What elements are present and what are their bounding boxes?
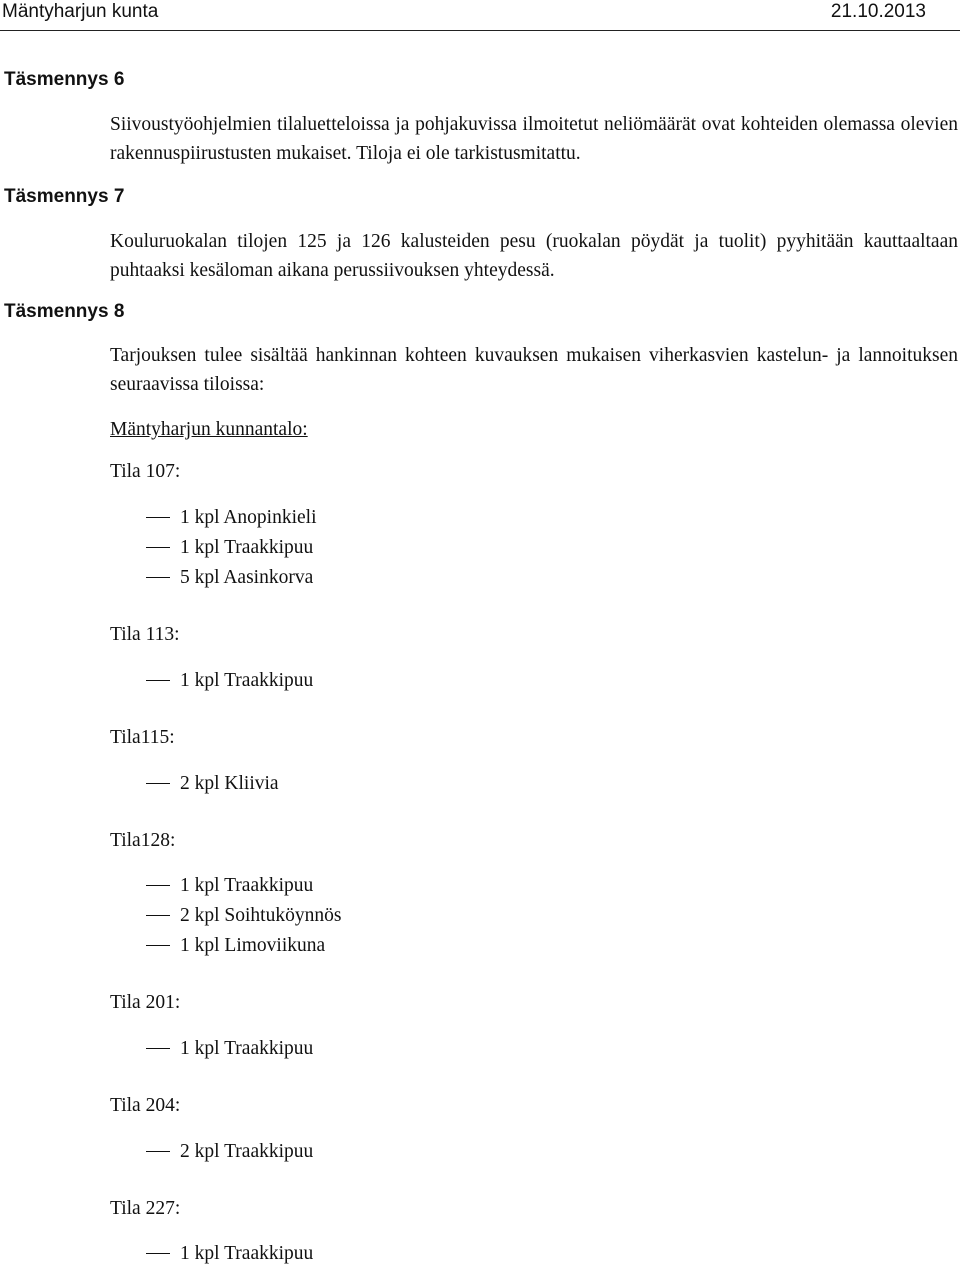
- list-item: 1 kpl Anopinkieli: [146, 505, 317, 531]
- list-item: 5 kpl Aasinkorva: [146, 565, 313, 591]
- dash-bullet: [146, 577, 170, 579]
- dash-bullet: [146, 547, 170, 549]
- room-label: Tila128:: [110, 830, 176, 851]
- org-name: Mäntyharjun kunta: [2, 1, 159, 22]
- building-name: Mäntyharjun kunnantalo:: [110, 419, 308, 440]
- dash-bullet: [146, 783, 170, 785]
- section-heading-6: Täsmennys 6: [4, 69, 125, 90]
- list-item: 1 kpl Traakkipuu: [146, 1036, 313, 1062]
- room-label: Tila 107:: [110, 461, 181, 482]
- dash-bullet: [146, 517, 170, 519]
- room-label: Tila 227:: [110, 1198, 181, 1219]
- list-item: 1 kpl Traakkipuu: [146, 668, 313, 694]
- section-heading-7: Täsmennys 7: [4, 186, 125, 207]
- list-item: 2 kpl Traakkipuu: [146, 1139, 313, 1165]
- list-item: 1 kpl Traakkipuu: [146, 535, 313, 561]
- room-label: Tila 204:: [110, 1095, 181, 1116]
- dash-bullet: [146, 1048, 170, 1050]
- dash-bullet: [146, 1151, 170, 1153]
- page-header: [0, 0, 960, 31]
- room-label: Tila 201:: [110, 992, 181, 1013]
- dash-bullet: [146, 885, 170, 887]
- room-label: Tila 113:: [110, 624, 180, 645]
- list-item: 2 kpl Soihtuköynnös: [146, 903, 341, 929]
- list-item: 1 kpl Limoviikuna: [146, 933, 325, 959]
- list-item: 1 kpl Traakkipuu: [146, 1241, 313, 1267]
- section-text-6: Siivoustyöohjelmien tilaluetteloissa ja pohjakuvissa ilmoitetut neliömäärät ovat kohteiden olemassa olevien rakennuspiirustusten mukaiset. Tiloja ei ole tarkistusmitattu.: [110, 114, 958, 164]
- dash-bullet: [146, 680, 170, 682]
- section-heading-8: Täsmennys 8: [4, 301, 125, 322]
- dash-bullet: [146, 1253, 170, 1255]
- section-text-7: Kouluruokalan tilojen 125 ja 126 kalusteiden pesu (ruokalan pöydät ja tuolit) pyyhitään kauttaaltaan puhtaaksi kesäloman aikana perussiivouksen yhteydessä.: [110, 231, 958, 281]
- list-item: 2 kpl Kliivia: [146, 771, 279, 797]
- dash-bullet: [146, 945, 170, 947]
- document-date: 21.10.2013: [830, 1, 926, 22]
- section-text-8: Tarjouksen tulee sisältää hankinnan kohteen kuvauksen mukaisen viherkasvien kastelun- ja lannoituksen seuraavissa tiloissa:: [110, 345, 958, 395]
- list-item: 1 kpl Traakkipuu: [146, 873, 313, 899]
- dash-bullet: [146, 915, 170, 917]
- room-label: Tila115:: [110, 727, 175, 748]
